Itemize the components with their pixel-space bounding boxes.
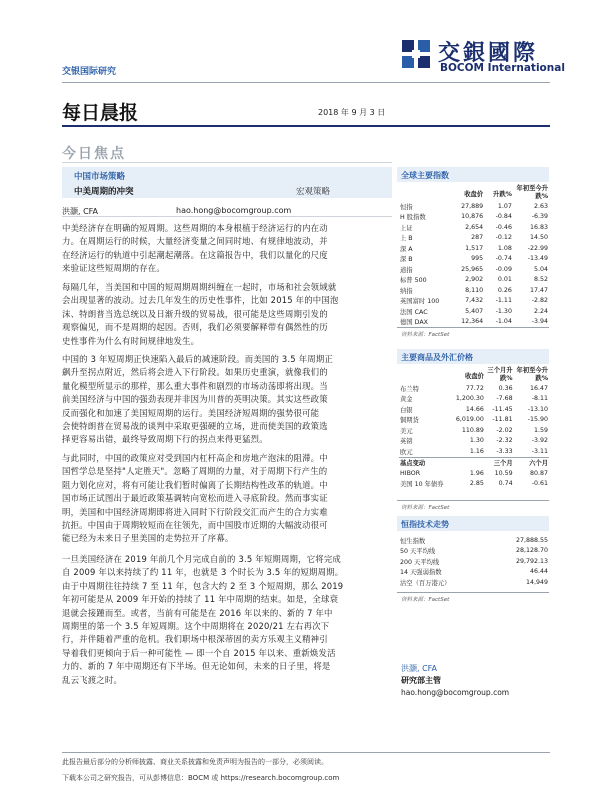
change-3m-value: 0.36: [498, 384, 513, 392]
row-label: 白银: [400, 406, 413, 414]
commodities-source: 资料来源：FactSet: [401, 505, 450, 511]
close-value: 77.72: [465, 384, 484, 392]
paragraph: [62, 222, 392, 276]
technical-value: 29,792.13: [515, 557, 548, 565]
column-header: 年初至今升跌%: [516, 185, 548, 200]
table-row: [399, 264, 549, 275]
paragraph-line: 前美国经济与中国的强劲表现并非因为川普的英明决策。其实这些政策: [62, 394, 328, 405]
paragraph-line: 飙升至拐点附近，然后将会进入下行阶段。如果历史重演，就像我们的: [62, 367, 328, 378]
table-row: [399, 383, 549, 394]
table-row: [399, 415, 549, 426]
ytd-value: -3.94: [531, 318, 548, 326]
ytd-value: -3.11: [531, 447, 548, 455]
table-row: [399, 275, 549, 286]
row-label: 美国 10 年债券: [400, 481, 444, 489]
footer-disclaimer: 此报告最后部分的分析师披露、商业关系披露和免责声明为报告的一部分，必须阅读。: [62, 758, 328, 766]
change-3m-value: -2.02: [496, 426, 513, 434]
row-label: 200 天平均线: [400, 558, 440, 566]
report-date: 2018 年 9 月 3 日: [318, 108, 386, 117]
table-row: [399, 254, 549, 265]
paragraph-line: 能已经为未来日子里美国的走势拉开了序幕。: [62, 533, 234, 544]
close-value: 1.96: [469, 469, 484, 477]
close-value: 6,019.00: [455, 416, 484, 424]
author-name: 洪灏, CFA: [62, 207, 99, 216]
change-value: 1.07: [497, 202, 512, 210]
row-label: 英国富时 100: [400, 298, 440, 306]
technicals-table: [399, 535, 549, 588]
table-row: [399, 317, 549, 328]
indices-table: [399, 185, 549, 327]
paragraph-line: 抗拒。中国由于周期较短而在往领先，而中国股市近期的大幅波动很可: [62, 520, 328, 531]
table-header-row: [399, 457, 549, 468]
ytd-value: -6.39: [531, 213, 548, 221]
bocom-logo-icon: [400, 38, 432, 70]
paragraph-line: 会出现显著的波动。过去几年发生的历史性事件，比如 2015 年的中国泡: [62, 295, 339, 306]
row-label: 深 B: [400, 256, 413, 264]
table-row: [399, 285, 549, 296]
row-label: 黄金: [400, 396, 413, 404]
ytd-value: -13.49: [527, 255, 548, 263]
report-title: 每日晨报: [62, 102, 139, 124]
indices-source: 资料来源：FactSet: [401, 332, 450, 338]
section-category: 中国市场策略: [74, 172, 126, 182]
ytd-value: 17.47: [529, 286, 548, 294]
table-row: [399, 436, 549, 447]
section-title: 中美周期的冲突: [74, 187, 134, 197]
change-value: 0.01: [497, 276, 512, 284]
title-divider: [62, 125, 550, 127]
paragraph: [62, 281, 392, 348]
paragraph-line: 来验证这些短周期的存在。: [62, 263, 165, 274]
row-label: 恒生指数: [400, 537, 426, 545]
department-label: 交银国际研究: [62, 67, 117, 77]
paragraph-line: 每隔几年，当美国和中国的短周期周期纠缠在一起时，市场和社会领域就: [62, 282, 337, 292]
focus-divider: [62, 162, 392, 163]
table-row: [399, 446, 549, 457]
change-3m-value: -2.32: [496, 437, 513, 445]
change-value: -1.04: [495, 318, 512, 326]
row-label: 14 天强弱指数: [400, 569, 442, 577]
footer-divider: [62, 752, 550, 753]
column-header: 六个月: [529, 460, 548, 468]
close-value: 1,517: [465, 244, 484, 252]
table-row: [399, 212, 549, 223]
paragraph-line: 力。在周期运行的时候，大量经济变量之间同时地、有规律地波动，并: [62, 236, 328, 247]
paragraph-line: 中国的 3 年短周期正快速陷入最后的减速阶段。而美国的 3.5 年周期正: [62, 354, 333, 364]
paragraph-line: 国市场正试图出于最近政策基调转向宽松而进入寻底阶段。然而事实证: [62, 493, 328, 504]
column-header: 收盘价: [465, 372, 484, 380]
paragraph-line: 量化模型所显示的那样，那么重大事件和剧烈的市场动荡即将出现。当: [62, 380, 328, 391]
close-value: 25,965: [461, 265, 484, 273]
table-row: [399, 468, 549, 479]
table-row: [399, 567, 549, 578]
contact-author: 洪灏, CFA: [401, 664, 438, 673]
close-value: 995: [471, 255, 484, 263]
table-row: [399, 296, 549, 307]
change-value: -0.46: [495, 223, 512, 231]
close-value: 10,876: [461, 213, 484, 221]
paragraph-line: 在经济运行的轨道中引起潮起潮落。在这篇报告中，我们以量化的尺度: [62, 249, 328, 260]
change-3m-value: -11.81: [492, 416, 513, 424]
ytd-value: 2.63: [533, 202, 548, 210]
ytd-value: 16.83: [529, 223, 548, 231]
close-value: 110.89: [461, 426, 484, 434]
paragraph-line: 择更容易出错，最终导致周期下行的拐点来得更猛烈。: [62, 434, 268, 445]
contact-department: 研究部主管: [401, 676, 441, 685]
change-6m-value: -0.61: [531, 480, 548, 488]
change-value: 1.08: [497, 244, 512, 252]
paragraph: [62, 553, 392, 687]
close-value: 2.85: [469, 480, 484, 488]
change-3m-value: -7.68: [496, 395, 513, 403]
commodities-title: 主要商品及外汇价格: [401, 353, 473, 362]
close-value: 1.16: [469, 447, 484, 455]
table-row: [399, 425, 549, 436]
ytd-value: 2.24: [533, 307, 548, 315]
paragraph-line: 行，并伴随着严重的危机。我们职场中根深蒂固的卖方乐观主义精神引: [62, 634, 328, 645]
change-value: -0.12: [495, 234, 512, 242]
close-value: 14.66: [465, 405, 484, 413]
table-row: [399, 233, 549, 244]
table-header-row: [399, 367, 549, 383]
paragraph-line: 退就会接踵而至。或者，当前有可能是在 2016 年以来的、新的 7 年中: [62, 607, 333, 618]
row-label: 纳指: [400, 287, 413, 295]
paragraph-line: 明，美国和中国经济周期即将进入同时下行阶段交汇而产生的合力实难: [62, 506, 328, 517]
paragraph-line: 会使特朗普在贸易战的谈判中采取更强硬的立场，进而使美国的政策选: [62, 421, 328, 432]
ytd-value: 14.50: [529, 234, 548, 242]
technicals-source: 资料来源：FactSet: [401, 597, 450, 603]
row-label: 深 A: [400, 245, 413, 253]
column-header: 年初至今升跌%: [516, 367, 548, 382]
paragraph-line: 阻力划化应对，将有可能让我们暂时偏离了长期结构性改革的轨道。中: [62, 479, 328, 490]
author-email[interactable]: hao.hong@bocomgroup.com: [176, 206, 292, 215]
close-value: 12,364: [461, 318, 484, 326]
close-value: 1.30: [469, 437, 484, 445]
paragraph-line: 导着我们更倾向于后一种可能性 — 即一个自 2015 年以来、重新焕发活: [62, 647, 336, 658]
close-value: 2,654: [465, 223, 484, 231]
row-label: 德国 DAX: [400, 319, 428, 327]
paragraph-line: 沫、特朗普当选总统以及日渐升级的贸易战，很可能是这些周期引发的: [62, 308, 328, 319]
change-3m-value: 10.59: [494, 469, 513, 477]
row-label: 英镑: [400, 438, 413, 446]
table-row: [399, 243, 549, 254]
row-label: 道指: [400, 266, 413, 274]
paragraph-line: 年初可能是从 2009 年开始的持续了 11 年中周期的结束。如是，全球衰: [62, 594, 339, 605]
paragraph-line: 中美经济存在明确的短周期。这些周期的本身根植于经济运行的内在动: [62, 223, 328, 233]
row-label: 法国 CAC: [400, 308, 428, 316]
paragraph: [62, 353, 392, 447]
paragraph-line: 由于中周期往往持续 7 至 11 年，包含大约 2 至 3 个短周期，那么 2019: [62, 580, 344, 591]
change-value: -1.11: [495, 297, 512, 305]
row-label: 欧元: [400, 448, 413, 456]
technical-value: 28,128.70: [515, 547, 548, 555]
table-row: [399, 546, 549, 557]
technical-value: 14,949: [525, 578, 548, 586]
row-label: 美元: [400, 427, 413, 435]
change-value: -0.74: [495, 255, 512, 263]
change-value: -0.09: [495, 265, 512, 273]
paragraph-line: 观察偏见，而不是周期的起因。否则，我们必须要解释带有偶然性的历: [62, 322, 328, 333]
table-row: [399, 306, 549, 317]
row-label: 铜期货: [400, 417, 419, 425]
logo-english: BOCOM International: [440, 62, 565, 74]
close-value: 7,432: [465, 297, 484, 305]
indices-source-divider: [397, 327, 549, 328]
close-value: 287: [471, 234, 484, 242]
ytd-value: 8.52: [533, 276, 548, 284]
table-row: [399, 577, 549, 588]
section-tag: 宏观策略: [296, 187, 331, 197]
paragraph-line: 国哲学总是坚持"人定胜天"。忽略了周期的力量，对于周期下行产生的: [62, 466, 328, 477]
technical-value: 46.44: [529, 568, 548, 576]
indices-title: 全球主要指数: [401, 171, 449, 180]
technical-value: 27,888.55: [515, 536, 548, 544]
change-3m-value: -3.33: [496, 447, 513, 455]
author-divider: [62, 216, 392, 217]
ytd-value: -15.90: [527, 416, 548, 424]
change-value: -1.30: [495, 307, 512, 315]
change-3m-value: 0.74: [498, 480, 513, 488]
paragraph-line: 力的、新的 7 年中周期还有下半场。但无论如何，未来的日子里，将是: [62, 661, 331, 672]
table-row: [399, 222, 549, 233]
row-label: H 股指数: [400, 214, 426, 222]
table-row: [399, 535, 549, 546]
ytd-value: -3.92: [531, 437, 548, 445]
column-header: 三个月升跌%: [487, 367, 513, 382]
table-row: [399, 556, 549, 567]
row-label: 恒指: [400, 203, 413, 211]
table-row: [399, 404, 549, 415]
ytd-value: -2.82: [531, 297, 548, 305]
ytd-value: 1.59: [533, 426, 548, 434]
ytd-value: -13.10: [527, 405, 548, 413]
change-6m-value: 80.87: [529, 469, 548, 477]
ytd-value: 5.04: [533, 265, 548, 273]
row-label: 上 B: [400, 235, 413, 243]
paragraph-line: 一旦美国经济在 2019 年前几个月完成自前的 3.5 年短期周期，它将完成: [62, 554, 342, 564]
change-3m-value: -11.45: [492, 405, 513, 413]
column-header: 基点变动: [400, 460, 426, 468]
footer-download-info[interactable]: 下载本公司之研究报告，可从彭博信息：BOCM 或 https://research.bocomgroup.com: [62, 774, 340, 782]
contact-email[interactable]: hao.hong@bocomgroup.com: [401, 688, 510, 697]
focus-heading: 今日焦点: [62, 146, 126, 162]
close-value: 8,110: [465, 286, 484, 294]
paragraph-line: 与此同时，中国的政策应对受到国内杠杆高企和房地产泡沫的阻滞。中: [62, 453, 328, 463]
table-header-row: [399, 185, 549, 201]
commodities-table: [399, 367, 549, 489]
row-label: 50 天平均线: [400, 548, 436, 556]
row-label: 沽空（百万港元）: [400, 579, 451, 587]
close-value: 1,200.30: [455, 395, 484, 403]
row-label: HIBOR: [400, 469, 421, 477]
commodities-source-divider: [397, 500, 549, 501]
technicals-source-divider: [397, 592, 549, 593]
close-value: 5,407: [465, 307, 484, 315]
paragraph-line: 周期里的第一个 3.5 年短周期。这个中周期将在 2020/21 左右再次下: [62, 621, 330, 632]
close-value: 27,889: [461, 202, 484, 210]
row-label: 标普 500: [400, 277, 427, 285]
close-value: 2,902: [465, 276, 484, 284]
paragraph-line: 自 2009 年以来持续了约 11 年，也就是 3 个时长为 3.5 年的短期周期。: [62, 567, 344, 578]
column-header: 升跌%: [493, 190, 512, 198]
paragraph-line: 反而强化和加速了美国短周期的运行。美国经济短周期的强势很可能: [62, 407, 320, 418]
table-row: [399, 479, 549, 490]
logo-chinese: 交銀國際: [438, 40, 539, 66]
change-value: -0.84: [495, 213, 512, 221]
technicals-title: 恒指技术走势: [401, 520, 449, 529]
ytd-value: -22.99: [527, 244, 548, 252]
ytd-value: 16.47: [529, 384, 548, 392]
column-header: 三个月: [493, 460, 513, 468]
header-divider: [62, 82, 550, 83]
paragraph-line: 乱云飞渡之时。: [62, 674, 123, 685]
paragraph: [62, 452, 392, 546]
table-row: [399, 394, 549, 405]
change-value: 0.26: [497, 286, 512, 294]
table-row: [399, 201, 549, 212]
row-label: 布兰特: [400, 385, 419, 393]
paragraph-line: 史性事件为什么有时间规律地发生。: [62, 335, 200, 346]
ytd-value: -8.11: [531, 395, 548, 403]
row-label: 上证: [400, 224, 413, 232]
column-header: 收盘价: [464, 190, 484, 198]
